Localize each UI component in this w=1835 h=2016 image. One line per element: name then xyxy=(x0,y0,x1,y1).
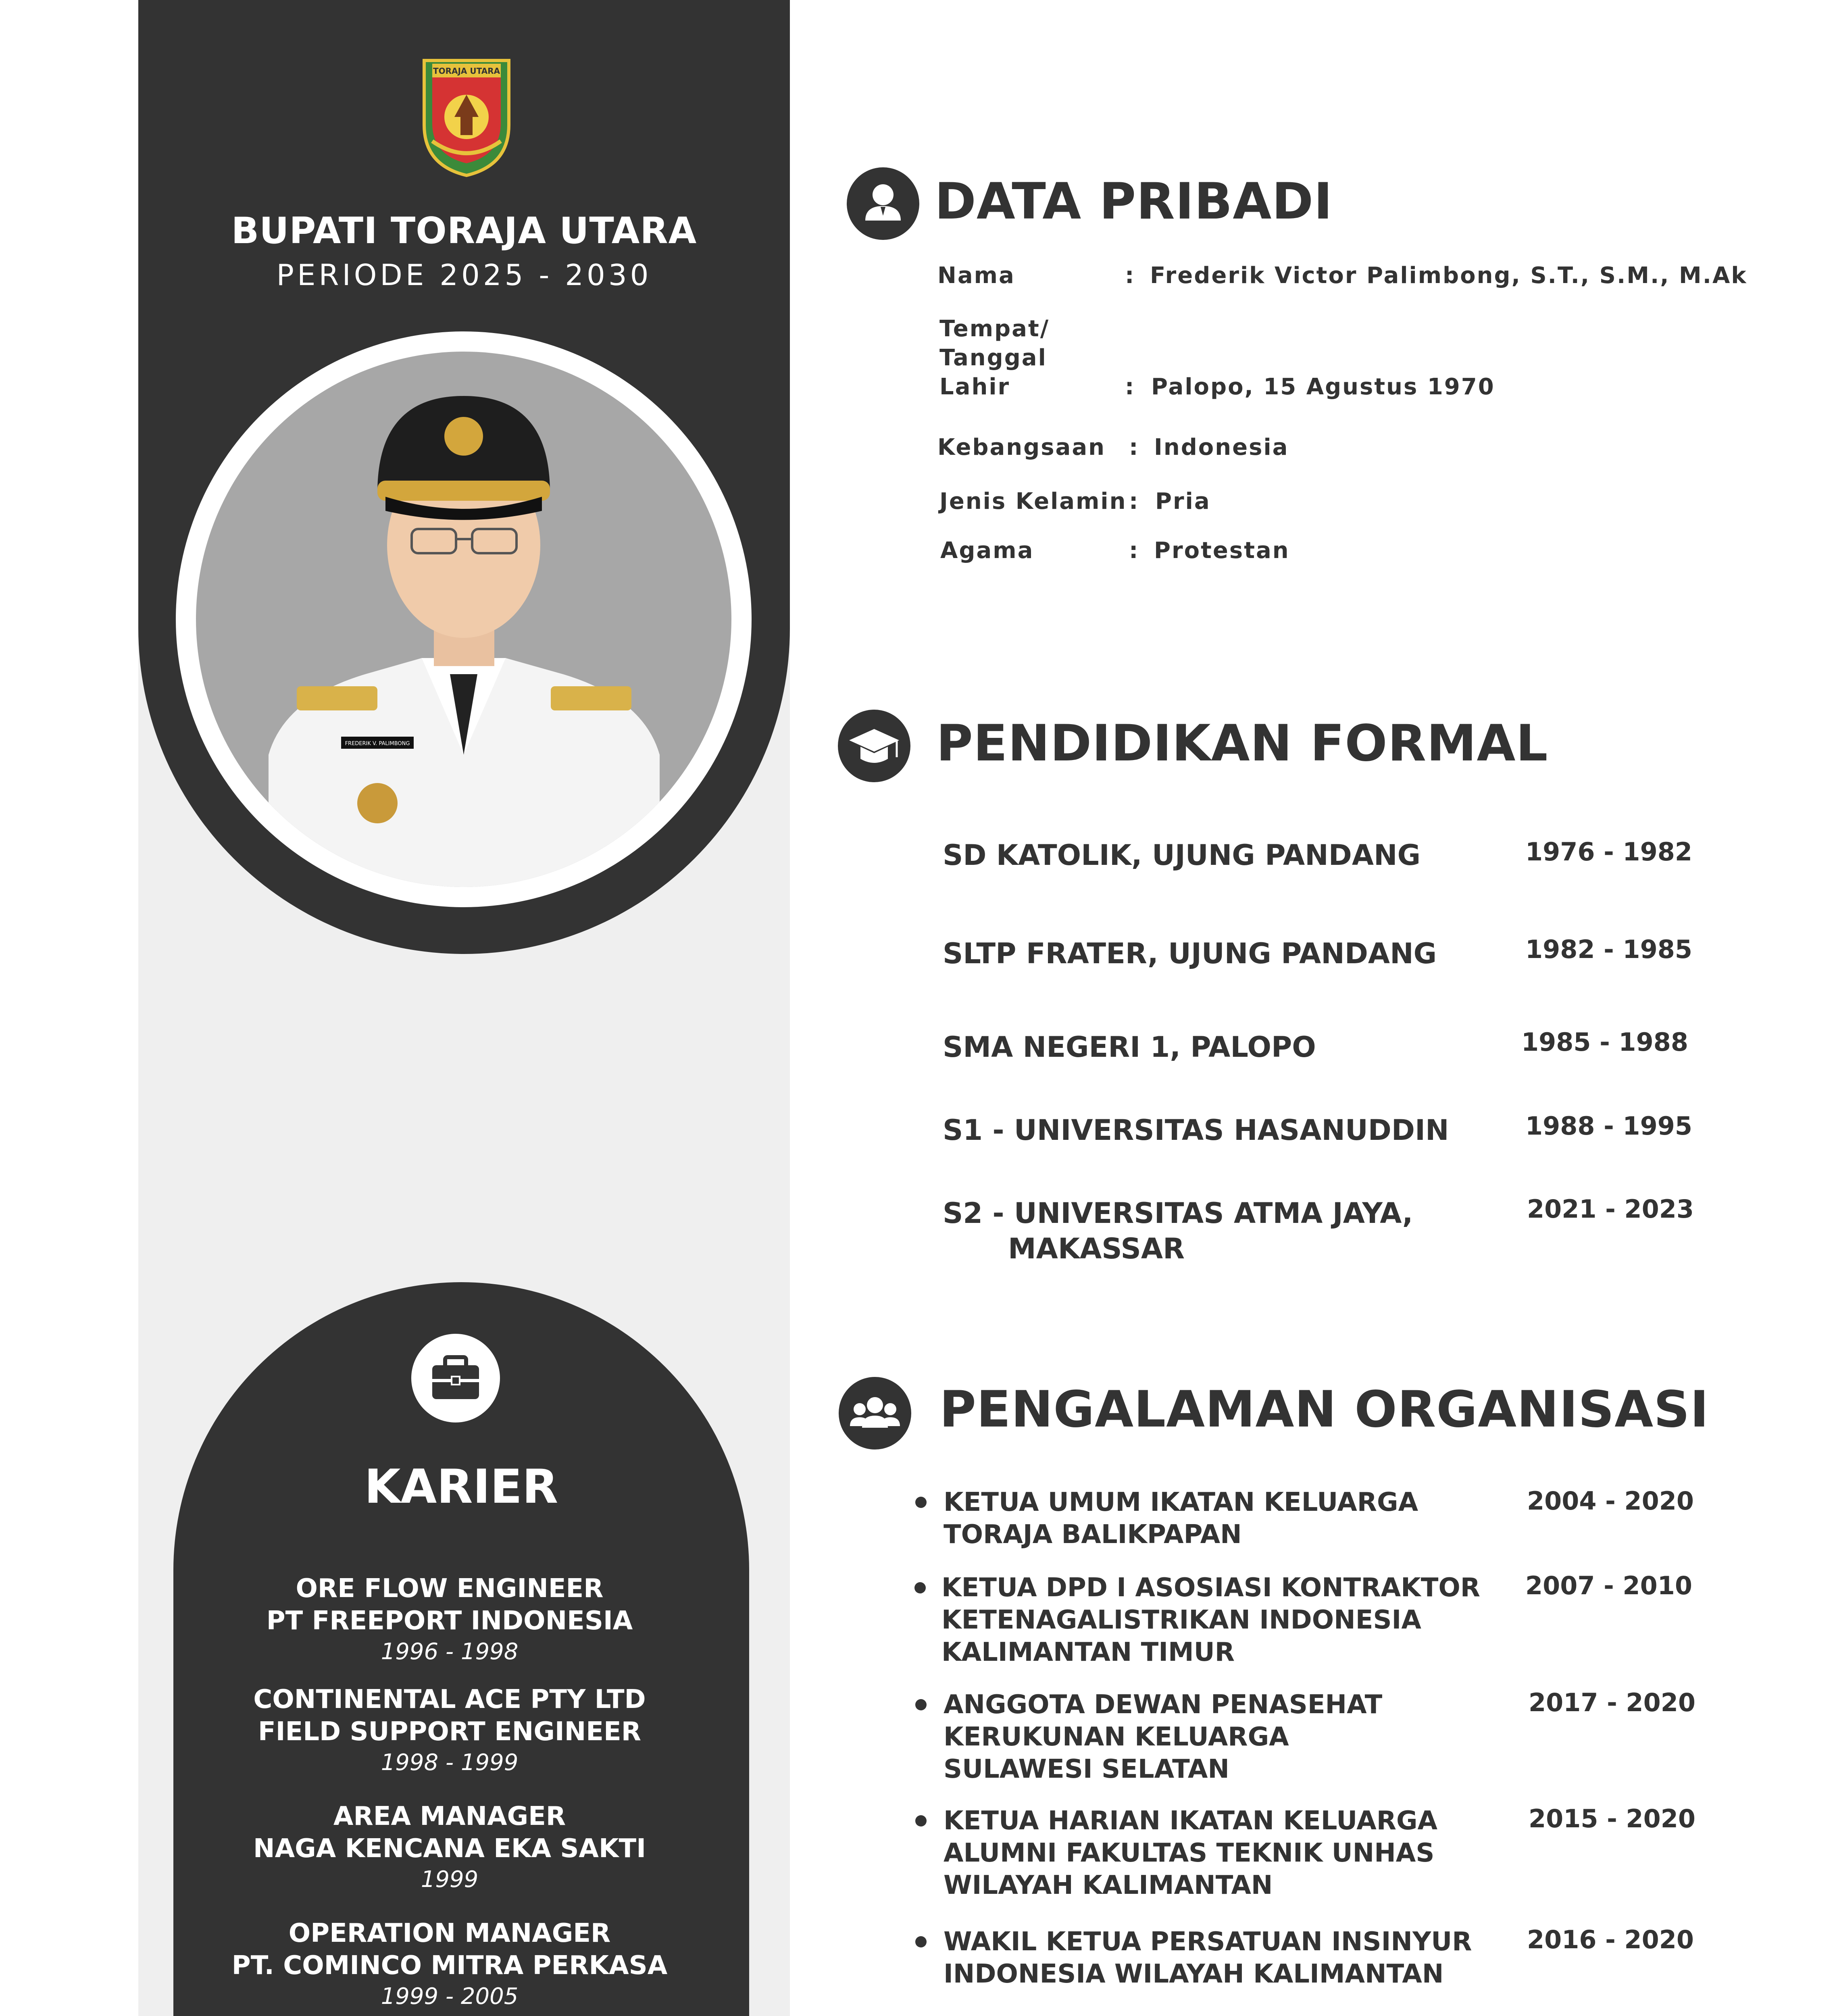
career-company: PT. COMINCO MITRA PERKASA xyxy=(231,1951,668,1981)
education-school: SLTP FRATER, UJUNG PANDANG xyxy=(943,937,1437,970)
career-years: 1999 xyxy=(421,1866,479,1893)
org-years: 2004 - 2020 xyxy=(1527,1486,1694,1516)
office-title: BUPATI TORAJA UTARA xyxy=(231,210,697,252)
graduation-cap-icon xyxy=(838,710,910,782)
education-years: 1988 - 1995 xyxy=(1525,1111,1692,1141)
organization-title: PENGALAMAN ORGANISASI xyxy=(939,1381,1709,1439)
education-school: S1 - UNIVERSITAS HASANUDDIN xyxy=(943,1114,1449,1147)
name-label: Nama xyxy=(937,262,1015,289)
education-school: SMA NEGERI 1, PALOPO xyxy=(943,1031,1316,1064)
briefcase-icon xyxy=(411,1334,500,1422)
religion-value: Protestan xyxy=(1154,537,1290,564)
birth-label: Tempat/ Tanggal Lahir xyxy=(939,316,1050,400)
org-role: KETUA DPD I ASOSIASI KONTRAKTOR xyxy=(941,1573,1481,1603)
name-value: Frederik Victor Palimbong, S.T., S.M., M.Ak xyxy=(1150,262,1748,289)
career-role: ORE FLOW ENGINEER xyxy=(296,1574,604,1604)
bullet xyxy=(915,1815,927,1826)
colon: : xyxy=(1129,488,1139,514)
career-role: OPERATION MANAGER xyxy=(288,1918,611,1948)
career-item xyxy=(194,1917,706,2012)
colon: : xyxy=(1125,262,1135,289)
org-years: 2007 - 2010 xyxy=(1525,1571,1692,1600)
career-company: NAGA KENCANA EKA SAKTI xyxy=(253,1834,646,1864)
org-role: INDONESIA WILAYAH KALIMANTAN xyxy=(944,1959,1444,1989)
nationality-value: Indonesia xyxy=(1154,434,1289,460)
group-icon xyxy=(839,1377,911,1450)
career-company: CONTINENTAL ACE PTY LTD xyxy=(253,1685,646,1714)
org-years: 2015 - 2020 xyxy=(1528,1804,1695,1833)
term-period: PERIODE 2025 - 2030 xyxy=(276,258,652,292)
bullet xyxy=(915,1497,927,1508)
org-role: WAKIL KETUA PERSATUAN INSINYUR xyxy=(944,1927,1472,1957)
education-years: 1976 - 1982 xyxy=(1525,837,1692,866)
gender-value: Pria xyxy=(1155,488,1211,514)
religion-label: Agama xyxy=(940,537,1034,564)
career-role: AREA MANAGER xyxy=(333,1801,566,1831)
org-role: ALUMNI FAKULTAS TEKNIK UNHAS xyxy=(944,1838,1435,1868)
name-tag-text: FREDERIK V. PALIMBONG xyxy=(345,741,410,747)
org-role: KETENAGALISTRIKAN INDONESIA xyxy=(941,1605,1421,1635)
emblem-text: TORAJA UTARA xyxy=(433,66,500,76)
colon: : xyxy=(1129,434,1139,460)
career-item xyxy=(194,1572,706,1667)
regency-emblem xyxy=(416,56,517,177)
education-years: 1982 - 1985 xyxy=(1525,935,1692,964)
career-item xyxy=(194,1683,706,1778)
birth-value: Palopo, 15 Agustus 1970 xyxy=(1151,374,1495,400)
education-title: PENDIDIKAN FORMAL xyxy=(936,714,1548,773)
org-years: 2017 - 2020 xyxy=(1528,1688,1695,1717)
education-school: SD KATOLIK, UJUNG PANDANG xyxy=(943,839,1421,872)
bullet xyxy=(914,1582,926,1593)
bullet xyxy=(915,1699,927,1710)
colon: : xyxy=(1125,374,1135,400)
bullet xyxy=(915,1936,927,1947)
org-role: KETUA HARIAN IKATAN KELUARGA xyxy=(944,1806,1438,1836)
gender-label: Jenis Kelamin xyxy=(939,488,1127,514)
education-years: 1985 - 1988 xyxy=(1521,1027,1688,1057)
org-role: TORAJA BALIKPAPAN xyxy=(944,1520,1242,1549)
education-years: 2021 - 2023 xyxy=(1527,1194,1694,1224)
org-role: WILAYAH KALIMANTAN xyxy=(944,1870,1273,1900)
career-item xyxy=(194,1800,706,1895)
career-years: 1996 - 1998 xyxy=(381,1639,519,1665)
personal-data-title: DATA PRIBADI xyxy=(935,173,1333,231)
education-school-city: MAKASSAR xyxy=(1008,1232,1185,1265)
person-icon xyxy=(847,167,919,240)
org-role: KETUA UMUM IKATAN KELUARGA xyxy=(944,1487,1418,1517)
education-school: S2 - UNIVERSITAS ATMA JAYA, xyxy=(943,1197,1413,1230)
org-role: KERUKUNAN KELUARGA xyxy=(944,1722,1289,1752)
career-company: PT FREEPORT INDONESIA xyxy=(266,1606,633,1636)
org-role: ANGGOTA DEWAN PENASEHAT xyxy=(944,1690,1383,1720)
career-title: KARIER xyxy=(364,1460,558,1514)
career-years: 1998 - 1999 xyxy=(381,1749,519,1776)
org-role: SULAWESI SELATAN xyxy=(944,1754,1229,1784)
org-years: 2016 - 2020 xyxy=(1527,1925,1694,1954)
colon: : xyxy=(1129,537,1139,564)
career-years: 1999 - 2005 xyxy=(381,1983,519,2010)
org-role: KALIMANTAN TIMUR xyxy=(941,1637,1235,1667)
nationality-label: Kebangsaan xyxy=(937,434,1106,460)
career-role: FIELD SUPPORT ENGINEER xyxy=(258,1717,641,1747)
portrait-photo xyxy=(196,352,731,887)
